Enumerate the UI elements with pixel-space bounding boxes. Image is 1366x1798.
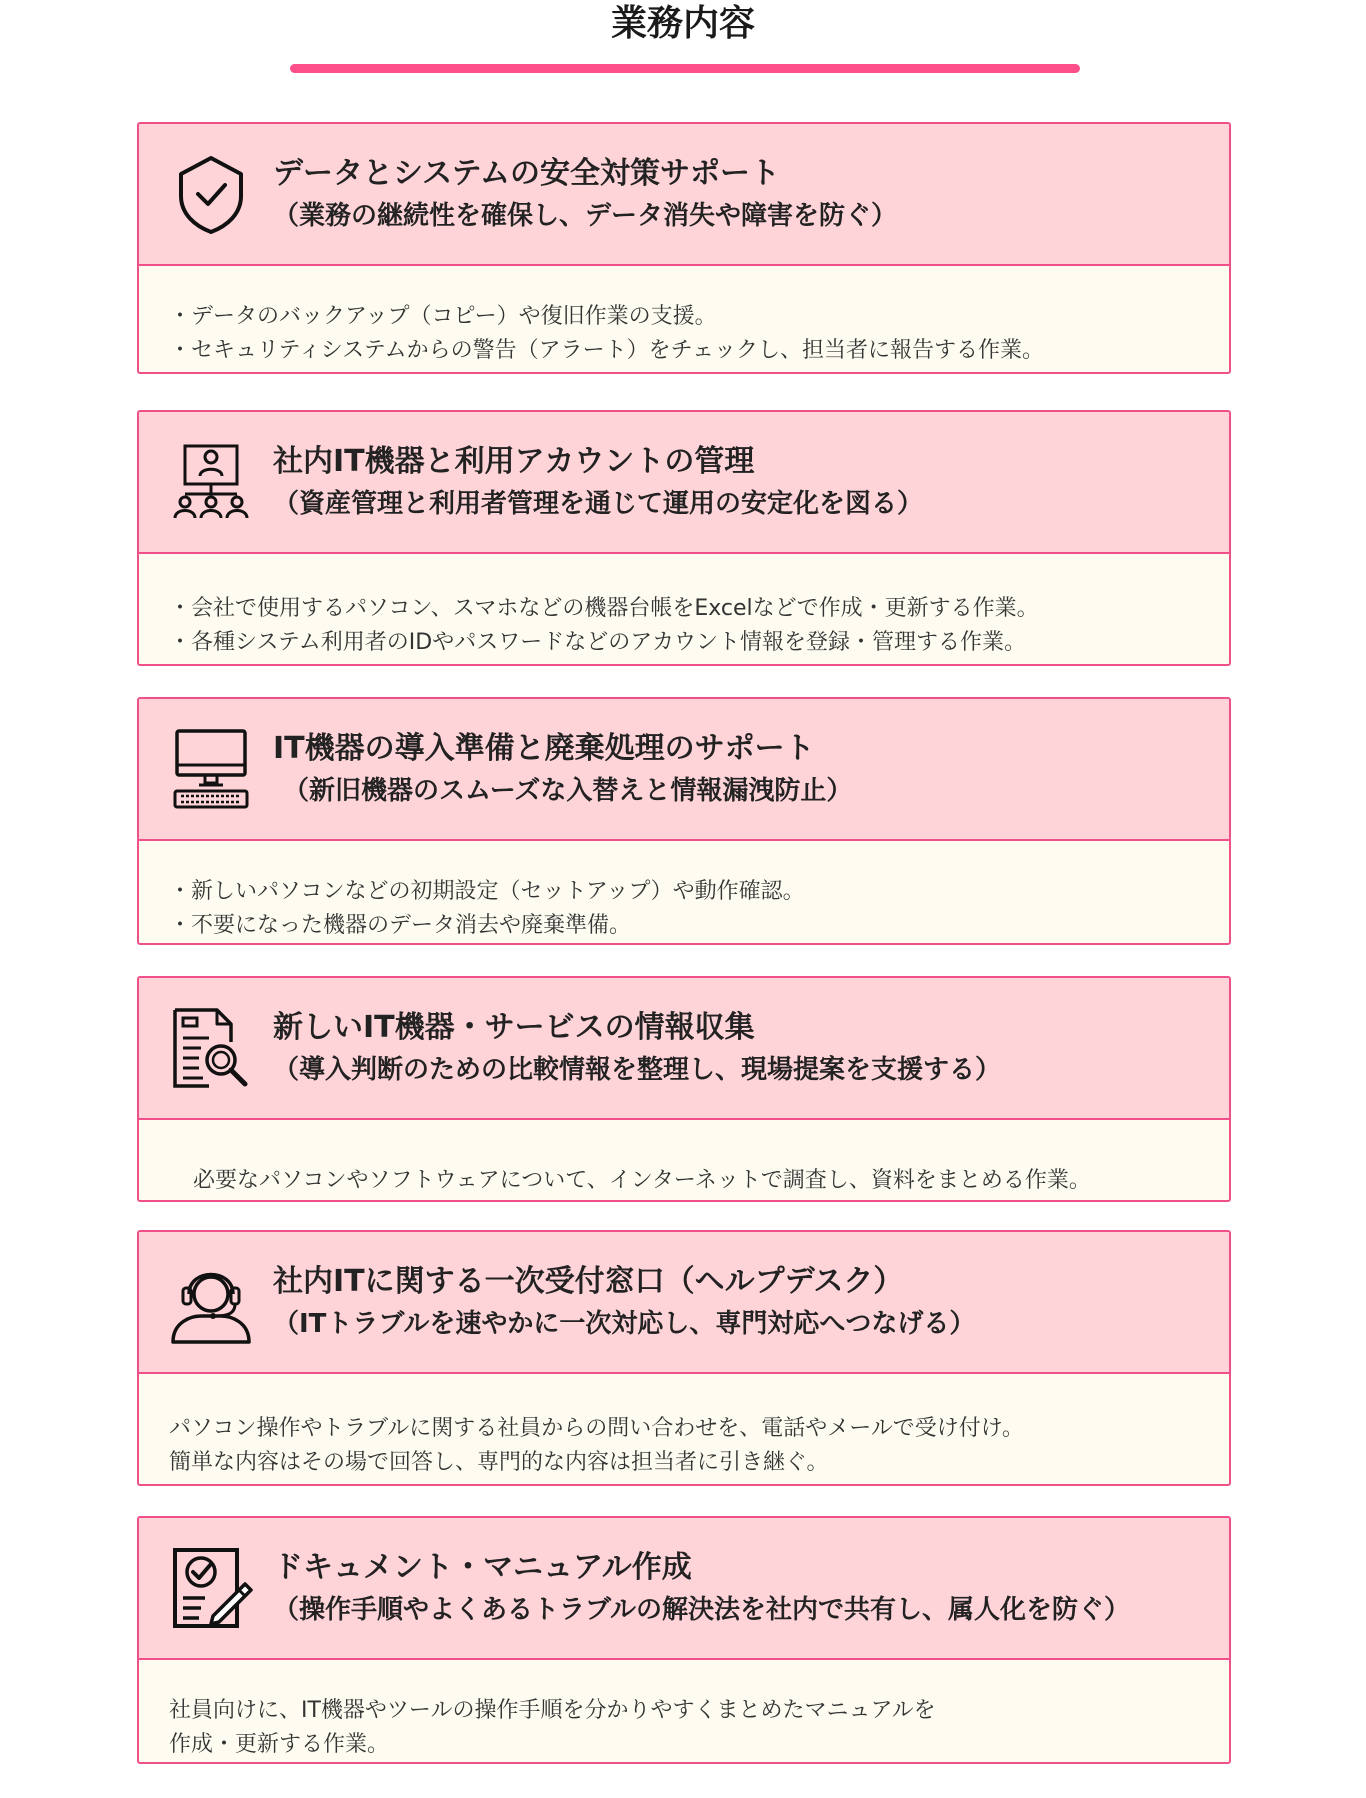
service-card-research [137,976,1231,1202]
card-line: ・不要になった機器のデータ消去や廃棄準備。 [169,913,632,938]
title-underline [290,64,1080,73]
service-card-helpdesk [137,1230,1231,1486]
card-body [193,1164,1209,1198]
card-header [139,124,1229,266]
card-body [169,875,1209,943]
page-title: 業務内容 [610,3,755,44]
card-title: 社内ITに関する一次受付窓口（ヘルプデスク） [273,1264,904,1299]
card-subtitle: （ITトラブルを速やかに一次対応し、専門対応へつなげる） [273,1309,976,1339]
card-body [169,300,1209,368]
card-header [139,699,1229,841]
service-card-documentation [137,1516,1231,1764]
card-line: パソコン操作やトラブルに関する社員からの問い合わせを、電話やメールで受け付け。 [169,1416,1024,1441]
service-card-asset-management [137,410,1231,666]
card-line: ・各種システム利用者のIDやパスワードなどのアカウント情報を登録・管理する作業。 [169,630,1027,655]
service-card-device-lifecycle [137,697,1231,945]
card-header [139,1232,1229,1374]
card-line: ・セキュリティシステムからの警告（アラート）をチェックし、担当者に報告する作業。 [169,338,1044,363]
desktop-computer-icon [169,727,253,811]
document-search-icon [169,1006,253,1090]
shield-check-icon [169,152,253,236]
card-body [169,1694,1209,1762]
headset-operator-icon [169,1260,253,1344]
card-subtitle: （業務の継続性を確保し、データ消失や障害を防ぐ） [273,201,898,231]
card-line: ・データのバックアップ（コピー）や復旧作業の支援。 [169,304,717,329]
card-line: 作成・更新する作業。 [169,1732,390,1757]
card-line: ・新しいパソコンなどの初期設定（セットアップ）や動作確認。 [169,879,805,904]
card-subtitle: （導入判断のための比較情報を整理し、現場提案を支援する） [273,1055,1002,1085]
card-title: 社内IT機器と利用アカウントの管理 [273,444,755,479]
card-body [169,1412,1209,1480]
user-network-icon [169,440,253,524]
card-body [169,592,1209,660]
card-line: 簡単な内容はその場で回答し、専門的な内容は担当者に引き継ぐ。 [169,1450,829,1475]
card-subtitle: （新旧機器のスムーズな入替えと情報漏洩防止） [283,776,853,806]
card-line: 社員向けに、IT機器やツールの操作手順を分かりやすくまとめたマニュアルを [169,1698,936,1723]
card-title: IT機器の導入準備と廃棄処理のサポート [273,731,815,766]
card-subtitle: （操作手順やよくあるトラブルの解決法を社内で共有し、属人化を防ぐ） [273,1595,1130,1625]
service-card-security [137,122,1231,374]
card-header [139,412,1229,554]
card-line: 必要なパソコンやソフトウェアについて、インターネットで調査し、資料をまとめる作業。 [193,1168,1091,1193]
card-title: データとシステムの安全対策サポート [273,156,780,191]
card-header [139,978,1229,1120]
document-edit-icon [169,1546,253,1630]
card-header [139,1518,1229,1660]
card-line: ・会社で使用するパソコン、スマホなどの機器台帳をExcelなどで作成・更新する作業。 [169,596,1039,621]
card-title: ドキュメント・マニュアル作成 [273,1550,692,1585]
card-title: 新しいIT機器・サービスの情報収集 [273,1010,755,1045]
card-subtitle: （資産管理と利用者管理を通じて運用の安定化を図る） [273,489,924,519]
